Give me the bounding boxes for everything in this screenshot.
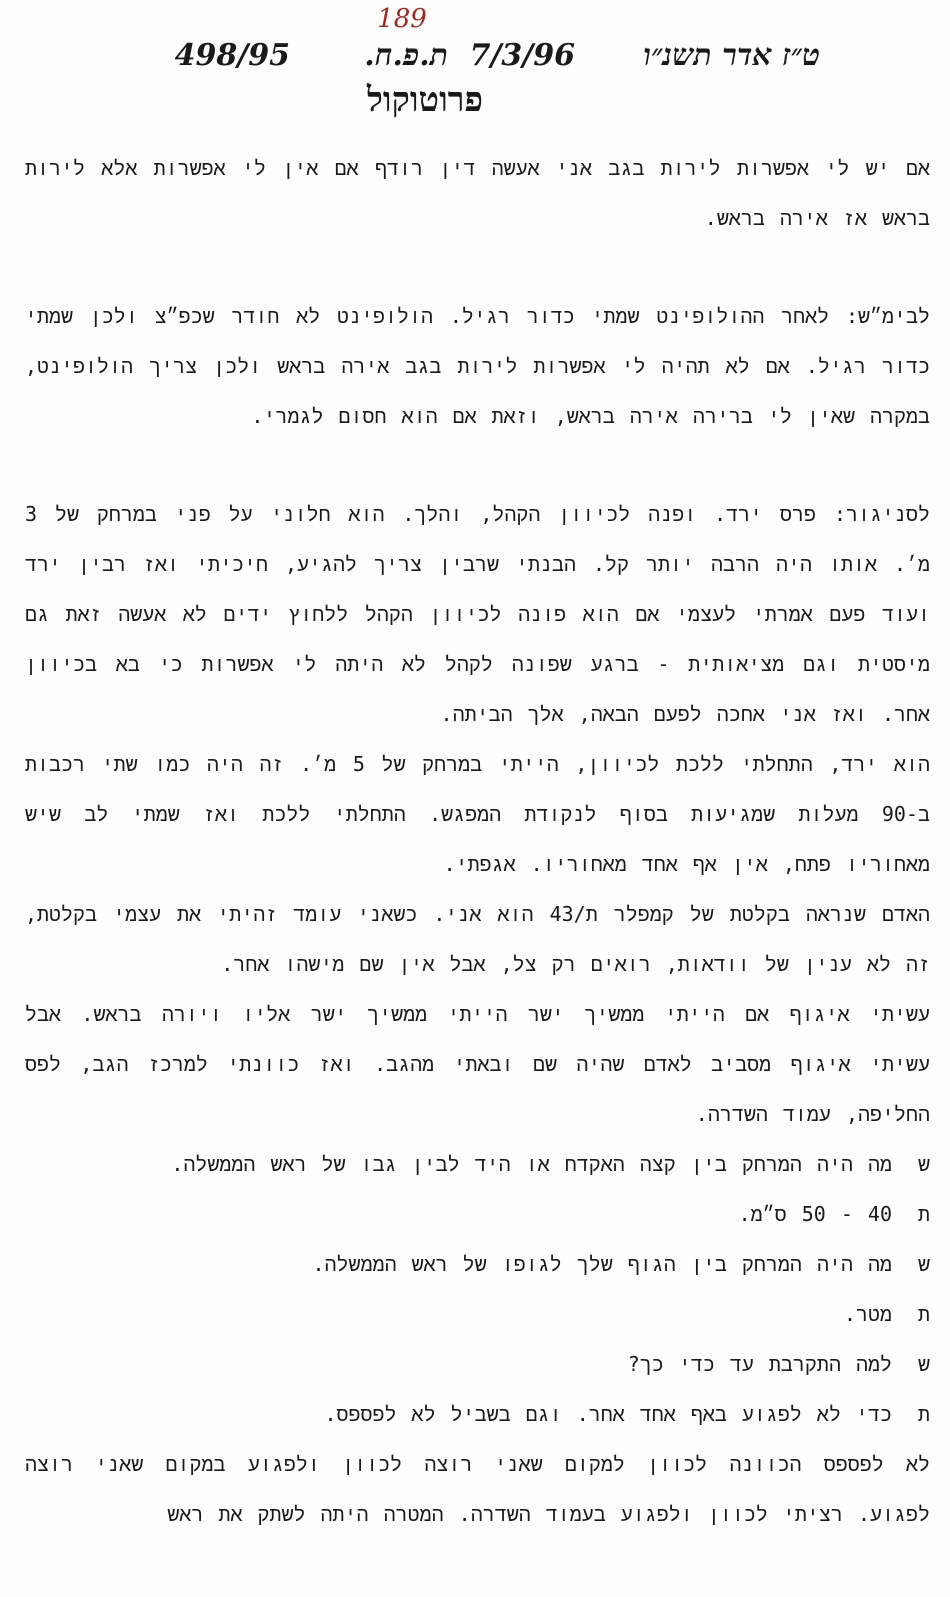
qa-text: מה היה המרחק בין הגוף שלך לגופו של ראש הממשלה.: [312, 1252, 892, 1276]
qa-mark: ש: [917, 1352, 930, 1376]
document-title: פרוטוקול: [367, 80, 483, 120]
page-number: 189: [377, 4, 427, 34]
qa-mark: ת: [917, 1402, 930, 1426]
paragraph: לבימ״ש: לאחר ההולופינט שמתי כדור רגיל. הולופינט לא חודר שכפ״צ ולכן שמתי כדור רגיל. אם לא תהיה לי אפשרות לירות בגב אירה בראש ולכן צריך הולופינט, במקרה שאין לי ברירה אירה בראש, וזאת אם הוא חסום לגמרי.: [25, 304, 930, 428]
hebrew-date: ט״ז אדר תשנ״ו: [643, 38, 820, 73]
paragraph: האדם שנראה בקלטת של קמפלר ת/43 הוא אני. כשאני עומד זהיתי את עצמי בקלטת, זה לא ענין של וודאות, רואים רק צל, אבל אין שם מישהו אחר.: [25, 902, 930, 976]
qa-text: כדי לא לפגוע באף אחד אחר. וגם בשביל לא לפספס.: [324, 1402, 892, 1426]
qa-mark: ש: [917, 1252, 930, 1276]
paragraph: עשיתי איגוף אם הייתי ממשיך ישר הייתי ממשיך ישר אליו ויורה בראש. אבל עשיתי איגוף מסביב לאדם שהיה שם ובאתי מהגב. ואז כוונתי למרכז הגב, לפס החליפה, עמוד השדרה.: [25, 1002, 930, 1126]
gregorian-date: 7/3/96: [469, 38, 575, 73]
qa-line: [25, 1339, 930, 1389]
case-number: 498/95: [174, 38, 290, 73]
closing-paragraph: לא לפספס הכוונה לכוון למקום שאני רוצה לכוון ולפגוע במקום שאני רוצה לפגוע. רציתי לכוון ולפגוע בעמוד השדרה. המטרה היתה לשתק את ראש: [25, 1452, 930, 1526]
qa-line: [25, 1289, 930, 1339]
qa-text: למה התקרבת עד כדי כך?: [627, 1352, 892, 1376]
paragraph: הוא ירד, התחלתי ללכת לכיוון, הייתי במרחק של 5 מ׳. זה היה כמו שתי רכבות ב-90 מעלות שמגיעות בסוף לנקודת המפגש. התחלתי ללכת ואז שמתי לב שיש מאחוריו פתח, אין אף אחד מאחוריו. אגפתי.: [25, 752, 930, 876]
paragraph: אם יש לי אפשרות לירות בגב אני אעשה דין רודף אם אין לי אפשרות אלא לירות בראש אז אירה בראש.: [25, 156, 930, 230]
qa-line: [25, 1239, 930, 1289]
qa-line: [25, 1139, 930, 1189]
qa-mark: ת: [917, 1302, 930, 1326]
protocol-body: [25, 143, 930, 1539]
qa-text: מטר.: [843, 1302, 892, 1326]
case-type-label: ת.פ.ח.: [364, 38, 448, 73]
document-header: [174, 38, 820, 82]
qa-text: 40 - 50 ס״מ.: [738, 1202, 892, 1226]
qa-text: מה היה המרחק בין קצה האקדח או היד לבין גבו של ראש הממשלה.: [171, 1152, 892, 1176]
qa-line: [25, 1189, 930, 1239]
qa-line: [25, 1389, 930, 1439]
qa-mark: ש: [917, 1152, 930, 1176]
qa-mark: ת: [917, 1202, 930, 1226]
paragraph: לסניגור: פרס ירד. ופנה לכיוון הקהל, והלך. הוא חלוני על פני במרחק של 3 מ׳. אותו היה הרבה יותר קל. הבנתי שרבין צריך להגיע, חיכיתי ואז רבין ירד ועוד פעם אמרתי לעצמי אם הוא פונה לכיוון הקהל ללחוץ ידים לא אעשה זאת גם מיסטית וגם מציאותית - ברגע שפונה לקהל לא היתה לי אפשרות כי בא בכיוון אחר. ואז אני אחכה לפעם הבאה, אלך הביתה.: [25, 502, 930, 726]
